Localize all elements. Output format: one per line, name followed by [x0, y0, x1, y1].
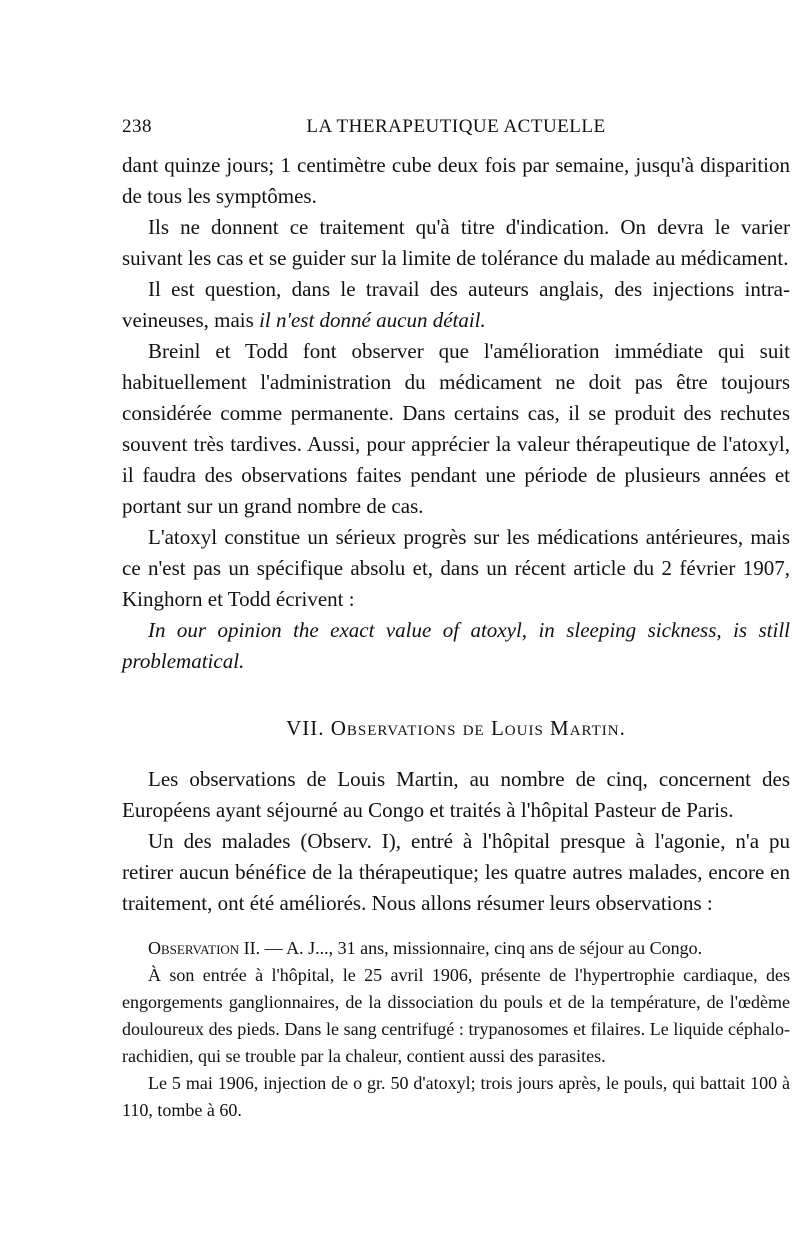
paragraph: Breinl et Todd font observer que l'amélioration immédiate qui suit habituellement l'administration du médicament ne doit pas être toujours considérée comme permanente. Dans certains cas, il se produit des rechutes souvent très tardives. Aussi, pour apprécier la valeur thérapeutique de l'atoxyl, il faudra des observations faites pendant une période de plusieurs années et portant sur un grand nombre de cas.	[122, 339, 790, 518]
running-title: LA THERAPEUTIQUE ACTUELLE	[306, 116, 606, 137]
observation-block	[122, 935, 790, 1124]
main-text	[122, 150, 790, 919]
paragraph: Ils ne donnent ce traitement qu'à titre d'indication. On devra le varier suivant les cas et se guider sur la limite de tolérance du malade au médicament.	[122, 215, 790, 270]
running-header	[122, 116, 790, 142]
paragraph	[122, 274, 790, 336]
paragraph: Les observations de Louis Martin, au nombre de cinq, concernent des Européens ayant séjourné au Congo et traités à l'hôpital Pasteur de Paris.	[122, 767, 790, 822]
italic-text: il n'est donné aucun détail.	[259, 308, 486, 332]
english-quote: In our opinion the exact value of atoxyl, in sleeping sickness, is still problematical.	[122, 618, 790, 673]
paragraph: Le 5 mai 1906, injection de o gr. 50 d'atoxyl; trois jours après, le pouls, qui battait 100 à 110, tombe à 60.	[122, 1073, 790, 1120]
observation-intro: — A. J..., 31 ans, missionnaire, cinq ans de séjour au Congo.	[260, 938, 703, 958]
paragraph: Un des malades (Observ. I), entré à l'hôpital presque à l'agonie, n'a pu retirer aucun bénéfice de la thérapeutique; les quatre autres malades, encore en traitement, ont été améliorés. Nous allons résumer leurs observations :	[122, 829, 790, 915]
paragraph: L'atoxyl constitue un sérieux progrès sur les médications antérieures, mais ce n'est pas un spécifique absolu et, dans un récent article du 2 février 1907, Kinghorn et Todd écrivent :	[122, 525, 790, 611]
page-number: 238	[122, 116, 152, 137]
observation-label: Observation II.	[148, 938, 261, 958]
section-numeral: VII.	[286, 716, 325, 740]
section-heading	[122, 713, 790, 744]
paragraph: À son entrée à l'hôpital, le 25 avril 1906, présente de l'hypertrophie cardiaque, des engorgements ganglionnaires, de la dissociation du pouls et de la température, de l'œdème douloureux des pieds. Dans le sang centrifugé : trypanosomes et filaires. Le liquide céphalo-rachidien, qui se trouble par la chaleur, contient aussi des parasites.	[122, 965, 790, 1066]
observation-heading	[122, 935, 790, 962]
paragraph: dant quinze jours; 1 centimètre cube deux fois par semaine, jusqu'à disparition de tous les symptômes.	[122, 153, 790, 208]
page-body	[122, 150, 790, 1124]
paragraph-text: Il est question, dans le travail des auteurs anglais, des injections intra-veineuses, mais	[122, 277, 790, 332]
section-title: Observations de Louis Martin.	[330, 716, 626, 740]
